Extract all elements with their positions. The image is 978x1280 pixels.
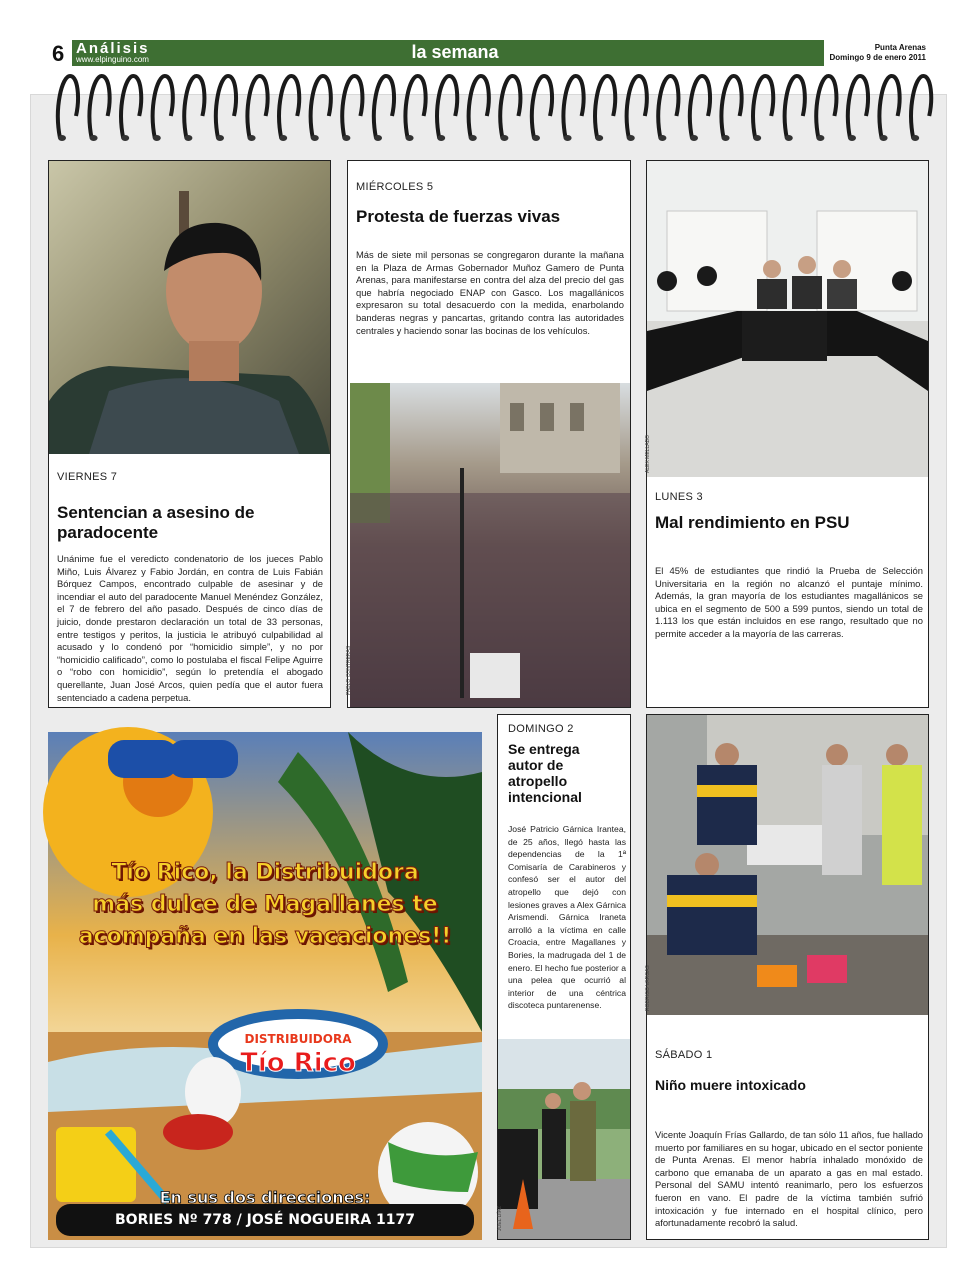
ring-icon: [279, 76, 299, 138]
ring-hole-icon: [58, 135, 66, 141]
ring-icon: [184, 76, 204, 138]
ring-hole-icon: [816, 135, 824, 141]
ad-logo-title: Tío Rico: [240, 1048, 356, 1078]
story-lunes: [646, 160, 929, 708]
story-day: VIERNES 7: [57, 471, 118, 483]
story-title: Niño muere intoxicado: [655, 1077, 806, 1093]
ad-tagline: En sus dos direcciones:: [159, 1188, 371, 1207]
ring-hole-icon: [911, 135, 919, 141]
photo-credit: PABLO CONTRERAS: [346, 645, 352, 695]
ring-icon: [58, 76, 78, 138]
ring-hole-icon: [469, 135, 477, 141]
photo-credit: JOEL DÍAZ: [497, 1205, 503, 1231]
ring-hole-icon: [753, 135, 761, 141]
ring-icon: [658, 76, 678, 138]
story-title: Mal rendimiento en PSU: [655, 513, 850, 532]
ring-icon: [785, 76, 805, 138]
ad-headline: acompaña en las vacaciones!!: [78, 924, 452, 949]
ring-icon: [90, 76, 110, 138]
ring-icon: [564, 76, 584, 138]
ring-icon: [374, 76, 394, 138]
ring-hole-icon: [785, 135, 793, 141]
ad-tio-rico[interactable]: [48, 732, 482, 1240]
ring-icon: [595, 76, 615, 138]
ring-icon: [911, 76, 931, 138]
ring-icon: [437, 76, 457, 138]
ring-hole-icon: [121, 135, 129, 141]
ring-hole-icon: [627, 135, 635, 141]
ring-icon: [816, 76, 836, 138]
ring-icon: [469, 76, 489, 138]
photo-credit: RODRIGO VARGAS: [645, 965, 651, 1011]
ring-icon: [690, 76, 710, 138]
ring-icon: [500, 76, 520, 138]
ad-headline: Tío Rico, la Distribuidora: [111, 860, 419, 885]
ring-hole-icon: [690, 135, 698, 141]
website-link[interactable]: www.elpinguino.com: [76, 55, 149, 64]
ring-hole-icon: [153, 135, 161, 141]
story-body: Vicente Joaquín Frías Gallardo, de tan sólo 11 años, fue hallado muerto por familiares en su hogar, ubicado en el sector poniente de Punta Arenas. El menor habría inhalado monóxido de carbono que emanaba de un aparato a gas en mal estado. Personal del SAMU intentó reanimarlo, pero los esfuerzos fueron en vano. El padre de la víctima también sufrió intoxicación y fue internado en el hospital clínico, pero afortunadamente recobró la salud.: [655, 1129, 923, 1229]
photo-psu-meeting: [647, 161, 928, 477]
section-name: Análisis: [76, 40, 150, 57]
story-viernes: [48, 160, 331, 708]
ring-icon: [248, 76, 268, 138]
ring-hole-icon: [90, 135, 98, 141]
ring-icon: [532, 76, 552, 138]
story-day: SÁBADO 1: [655, 1049, 713, 1061]
ring-hole-icon: [184, 135, 192, 141]
ring-hole-icon: [248, 135, 256, 141]
ring-icon: [216, 76, 236, 138]
story-body: José Patricio Gárnica Irantea, de 25 años, llegó hasta las dependencias de la 1ª Comisaría de Carabineros y confesó ser el autor del atropello que dejó con lesiones graves a Alex Gárnica Arismendi. Gárnica Iraneta arrolló a la víctima en calle Croacia, entre Magallanes y Bories, la madrugada del 1 de enero. El hecho fue posterior a una pelea que ocurrió al interior de una céntrica discoteca puntarenense.: [508, 824, 626, 1011]
ad-addresses: BORIES Nº 778 / JOSÉ NOGUEIRA 1177: [115, 1212, 415, 1228]
photo-protest-crowd: [350, 383, 630, 707]
story-miercoles: [347, 160, 631, 708]
story-title: Sentencian a asesino de paradocente: [57, 503, 255, 542]
ring-hole-icon: [437, 135, 445, 141]
ring-hole-icon: [564, 135, 572, 141]
ring-hole-icon: [311, 135, 319, 141]
ring-hole-icon: [595, 135, 603, 141]
ring-hole-icon: [658, 135, 666, 141]
ring-hole-icon: [406, 135, 414, 141]
ring-hole-icon: [374, 135, 382, 141]
photo-paramedics: [647, 715, 928, 1015]
ring-icon: [848, 76, 868, 138]
story-body: Unánime fue el veredicto condenatorio de los jueces Pablo Miño, Luis Álvarez y Fabio Jordán, en contra de Luis Fabián Bórquez Campos, encontrado culpable de asesinar y de incendiar el auto del paradocente Manuel Menéndez González, el 7 de febrero del año pasado. Después de cinco días de juicio, donde prestaron declaración un total de 33 personas, entre testigos y peritos, la justicia le atribuyó culpabilidad al acusado y lo condenó por “homicidio simple”, y no por “homicidio calificado”, como lo postulaba el fiscal Felipe Aguirre o “robo con homicidio”, según lo pretendía el abogado querellante, Juan José Arcos, quien pedía que el autor fuera sentenciado a cadena perpetua.: [57, 553, 323, 703]
photo-suspect-police: [498, 1039, 630, 1239]
ring-hole-icon: [880, 135, 888, 141]
ad-headline: más dulce de Magallanes te: [92, 892, 438, 917]
photo-credit: ALEX MELLADO: [645, 434, 651, 473]
story-sabado: [646, 714, 929, 1240]
spiral-binding-icon: [30, 68, 945, 148]
ring-hole-icon: [532, 135, 540, 141]
story-day: LUNES 3: [655, 491, 703, 503]
story-day: MIÉRCOLES 5: [356, 181, 434, 193]
ring-hole-icon: [848, 135, 856, 141]
ring-icon: [342, 76, 362, 138]
story-body: El 45% de estudiantes que rindió la Prueba de Selección Universitaria en la región no alcanzó el puntaje mínimo. Además, la gran mayoría de los estudiantes magallánicos se ubica en el segmento de 500 a 599 puntos, siendo un total de 1.113 los que están incluidos en ese rango, resultado que no permite acceder a la mayoría de las carreras.: [655, 565, 923, 639]
section-title: la semana: [411, 42, 499, 62]
story-domingo: [497, 714, 631, 1240]
photo-defendant: [49, 161, 330, 454]
city-label: Punta Arenas: [874, 43, 926, 52]
ring-icon: [627, 76, 647, 138]
ring-icon: [880, 76, 900, 138]
story-title: Protesta de fuerzas vivas: [356, 207, 561, 226]
ring-hole-icon: [279, 135, 287, 141]
page-number: 6: [52, 41, 65, 66]
ring-icon: [753, 76, 773, 138]
ring-hole-icon: [500, 135, 508, 141]
ring-icon: [153, 76, 173, 138]
ring-hole-icon: [722, 135, 730, 141]
ring-icon: [311, 76, 331, 138]
ad-logo-subtitle: DISTRIBUIDORA: [244, 1032, 352, 1046]
story-title: Se entrega autor de atropello intencional: [508, 741, 582, 806]
ring-icon: [406, 76, 426, 138]
ring-icon: [722, 76, 742, 138]
issue-date: Domingo 9 de enero 2011: [829, 53, 926, 62]
story-day: DOMINGO 2: [508, 723, 574, 735]
ring-hole-icon: [342, 135, 350, 141]
story-body: Más de siete mil personas se congregaron durante la mañana en la Plaza de Armas Gobernador Muñoz Gamero de Punta Arenas, para manifestarse en contra del alza del precio del gas que habría negociado ENAP con Gasco. Los magallánicos expresaron su total desacuerdo con la medida, enarbolando banderas negras y pancartas, gritando contra las autoridades centrales y haciendo sonar las bocinas de los vehículos.: [356, 249, 624, 336]
ring-icon: [121, 76, 141, 138]
ring-hole-icon: [216, 135, 224, 141]
